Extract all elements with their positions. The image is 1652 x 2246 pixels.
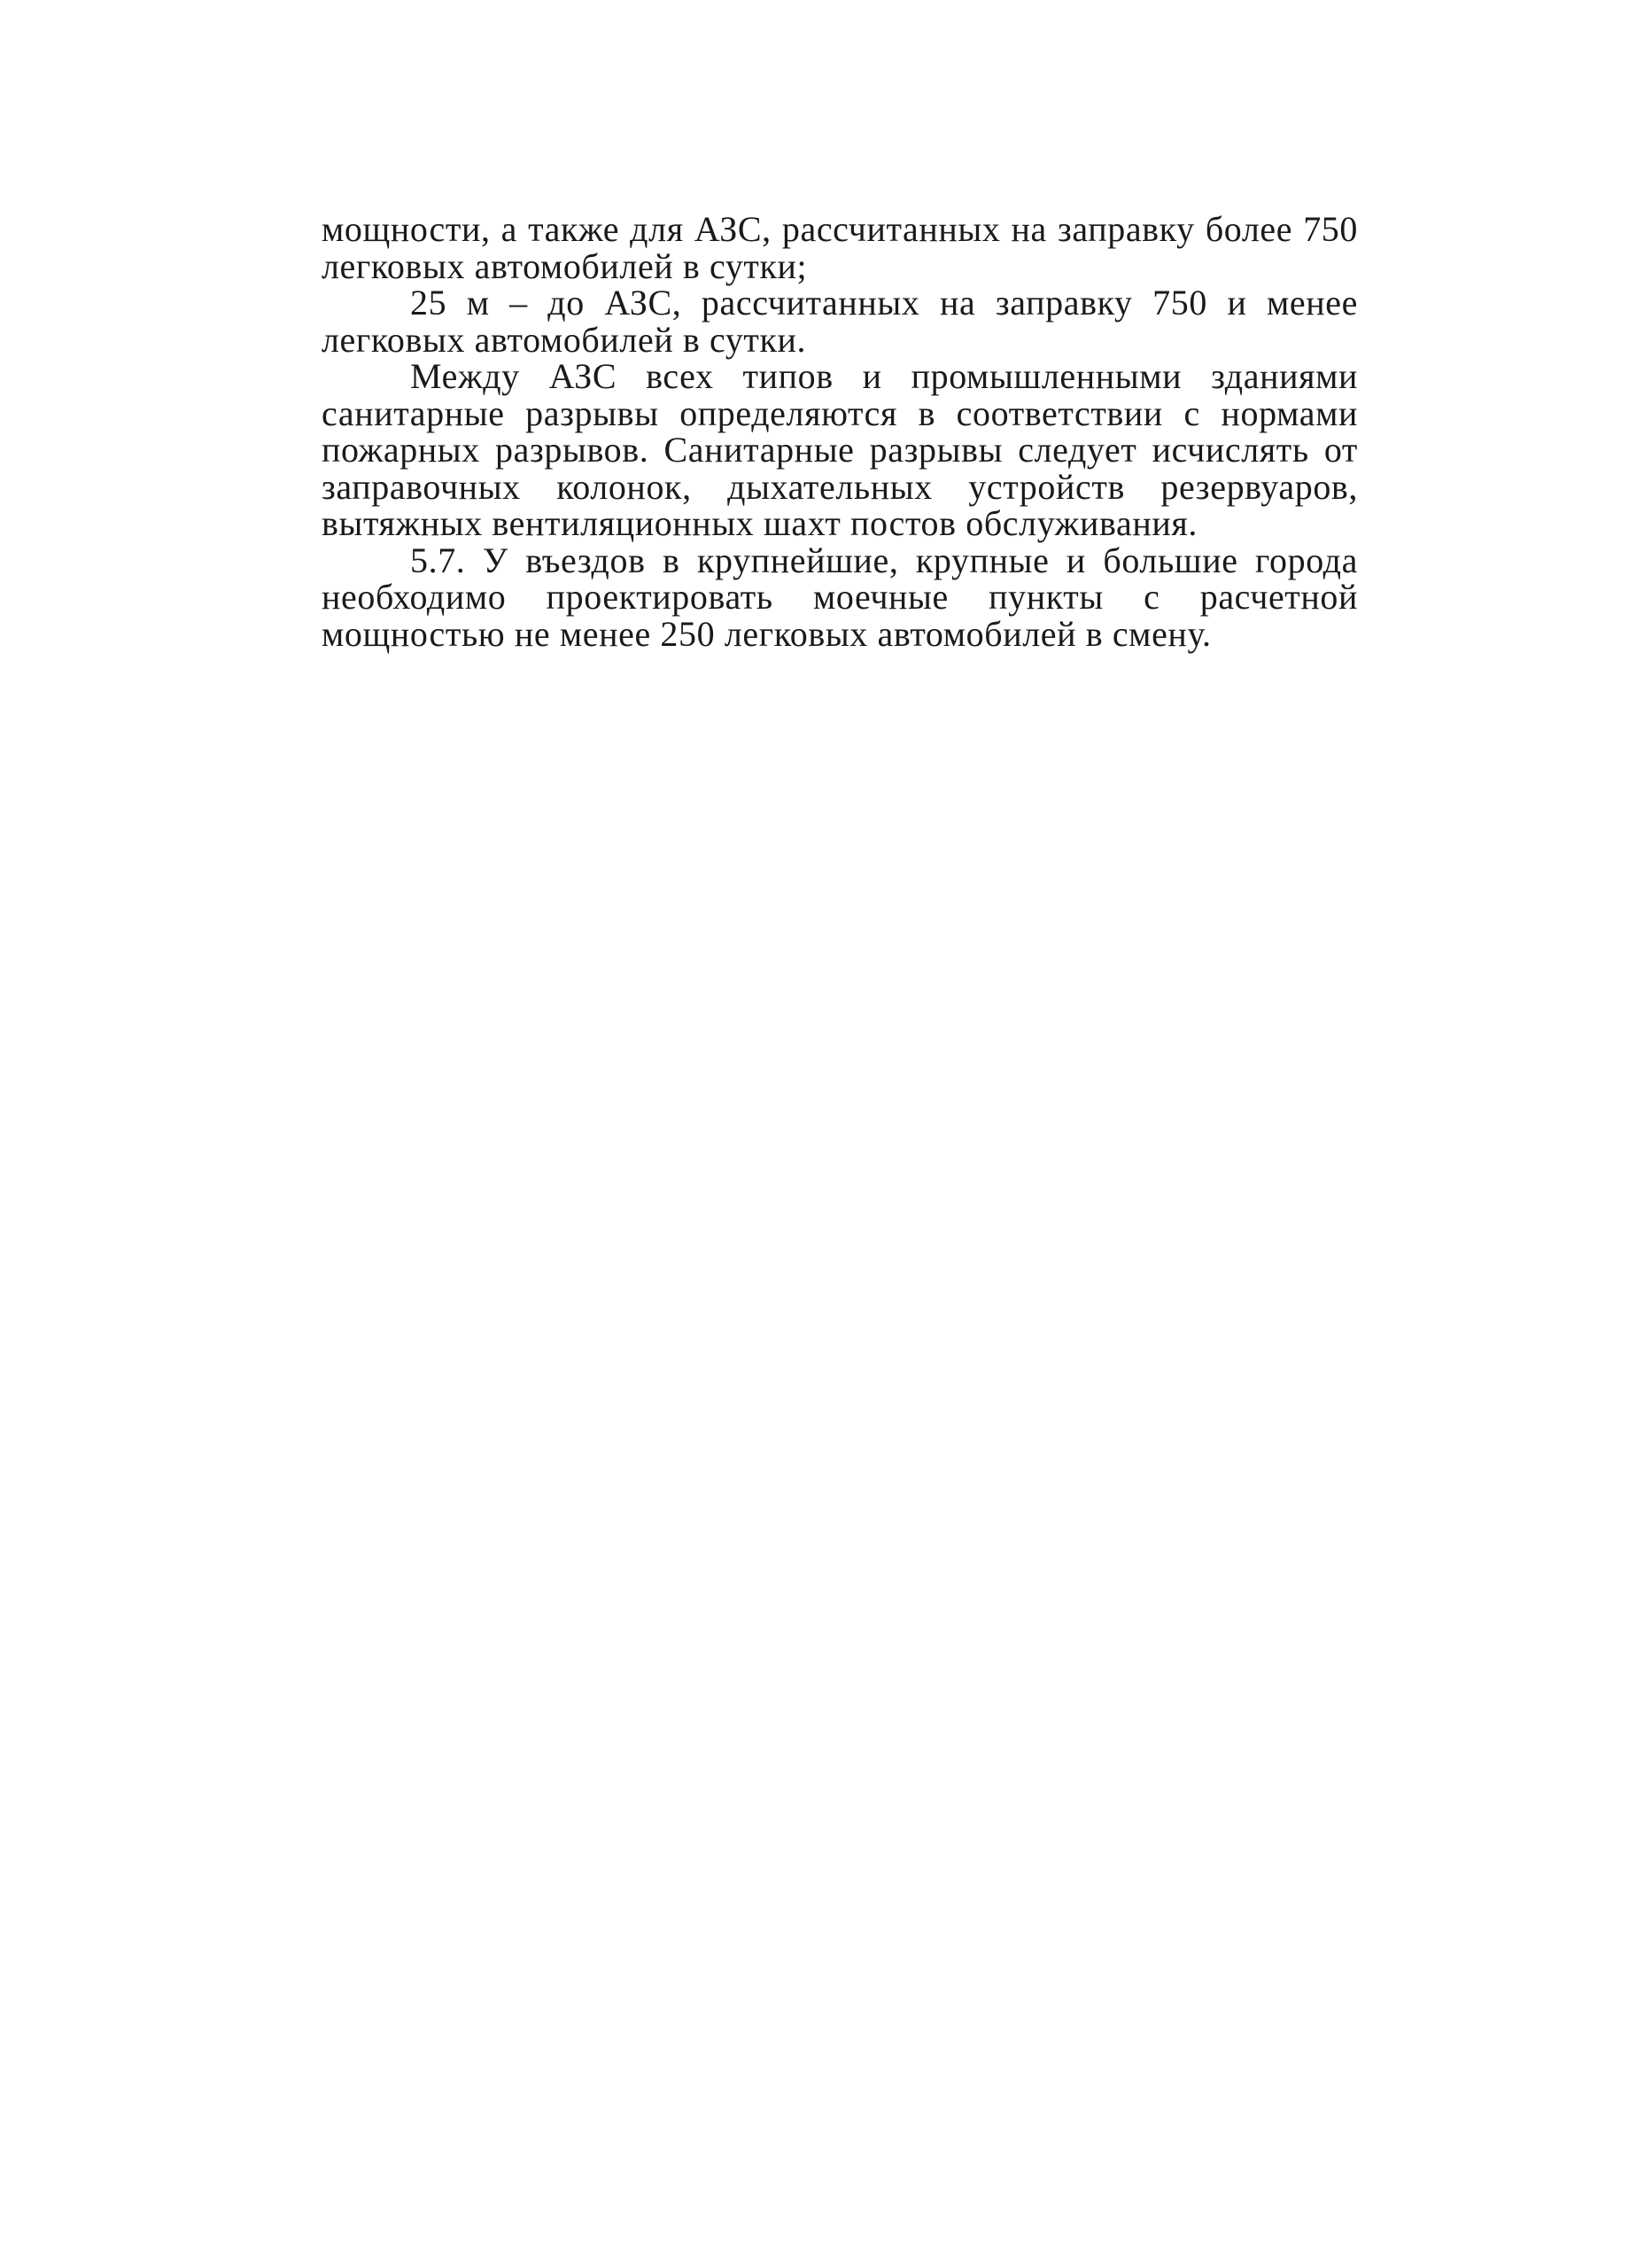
paragraph-sanitary-gaps: Между АЗС всех типов и промышленными зданиями санитарные разрывы определяются в соответствии с нормами пожарных разрывов. Санитарные разрывы следует исчислять от заправочных колонок, дыхательных устройств резервуаров, вытяжных вентиляционных шахт постов обслуживания. (322, 356, 1358, 543)
paragraph-continuation: мощности, а также для АЗС, рассчитанных на заправку более 750 легковых автомобилей в сутки; (322, 209, 1358, 286)
paragraph-25m: 25 м – до АЗС, рассчитанных на заправку 750 и менее легковых автомобилей в сутки. (322, 283, 1358, 360)
body-text (322, 211, 1358, 652)
paragraph-5-7: 5.7. У въездов в крупнейшие, крупные и большие города необходимо проектировать моечные пункты с расчетной мощностью не менее 250 легковых автомобилей в смену. (322, 540, 1358, 654)
